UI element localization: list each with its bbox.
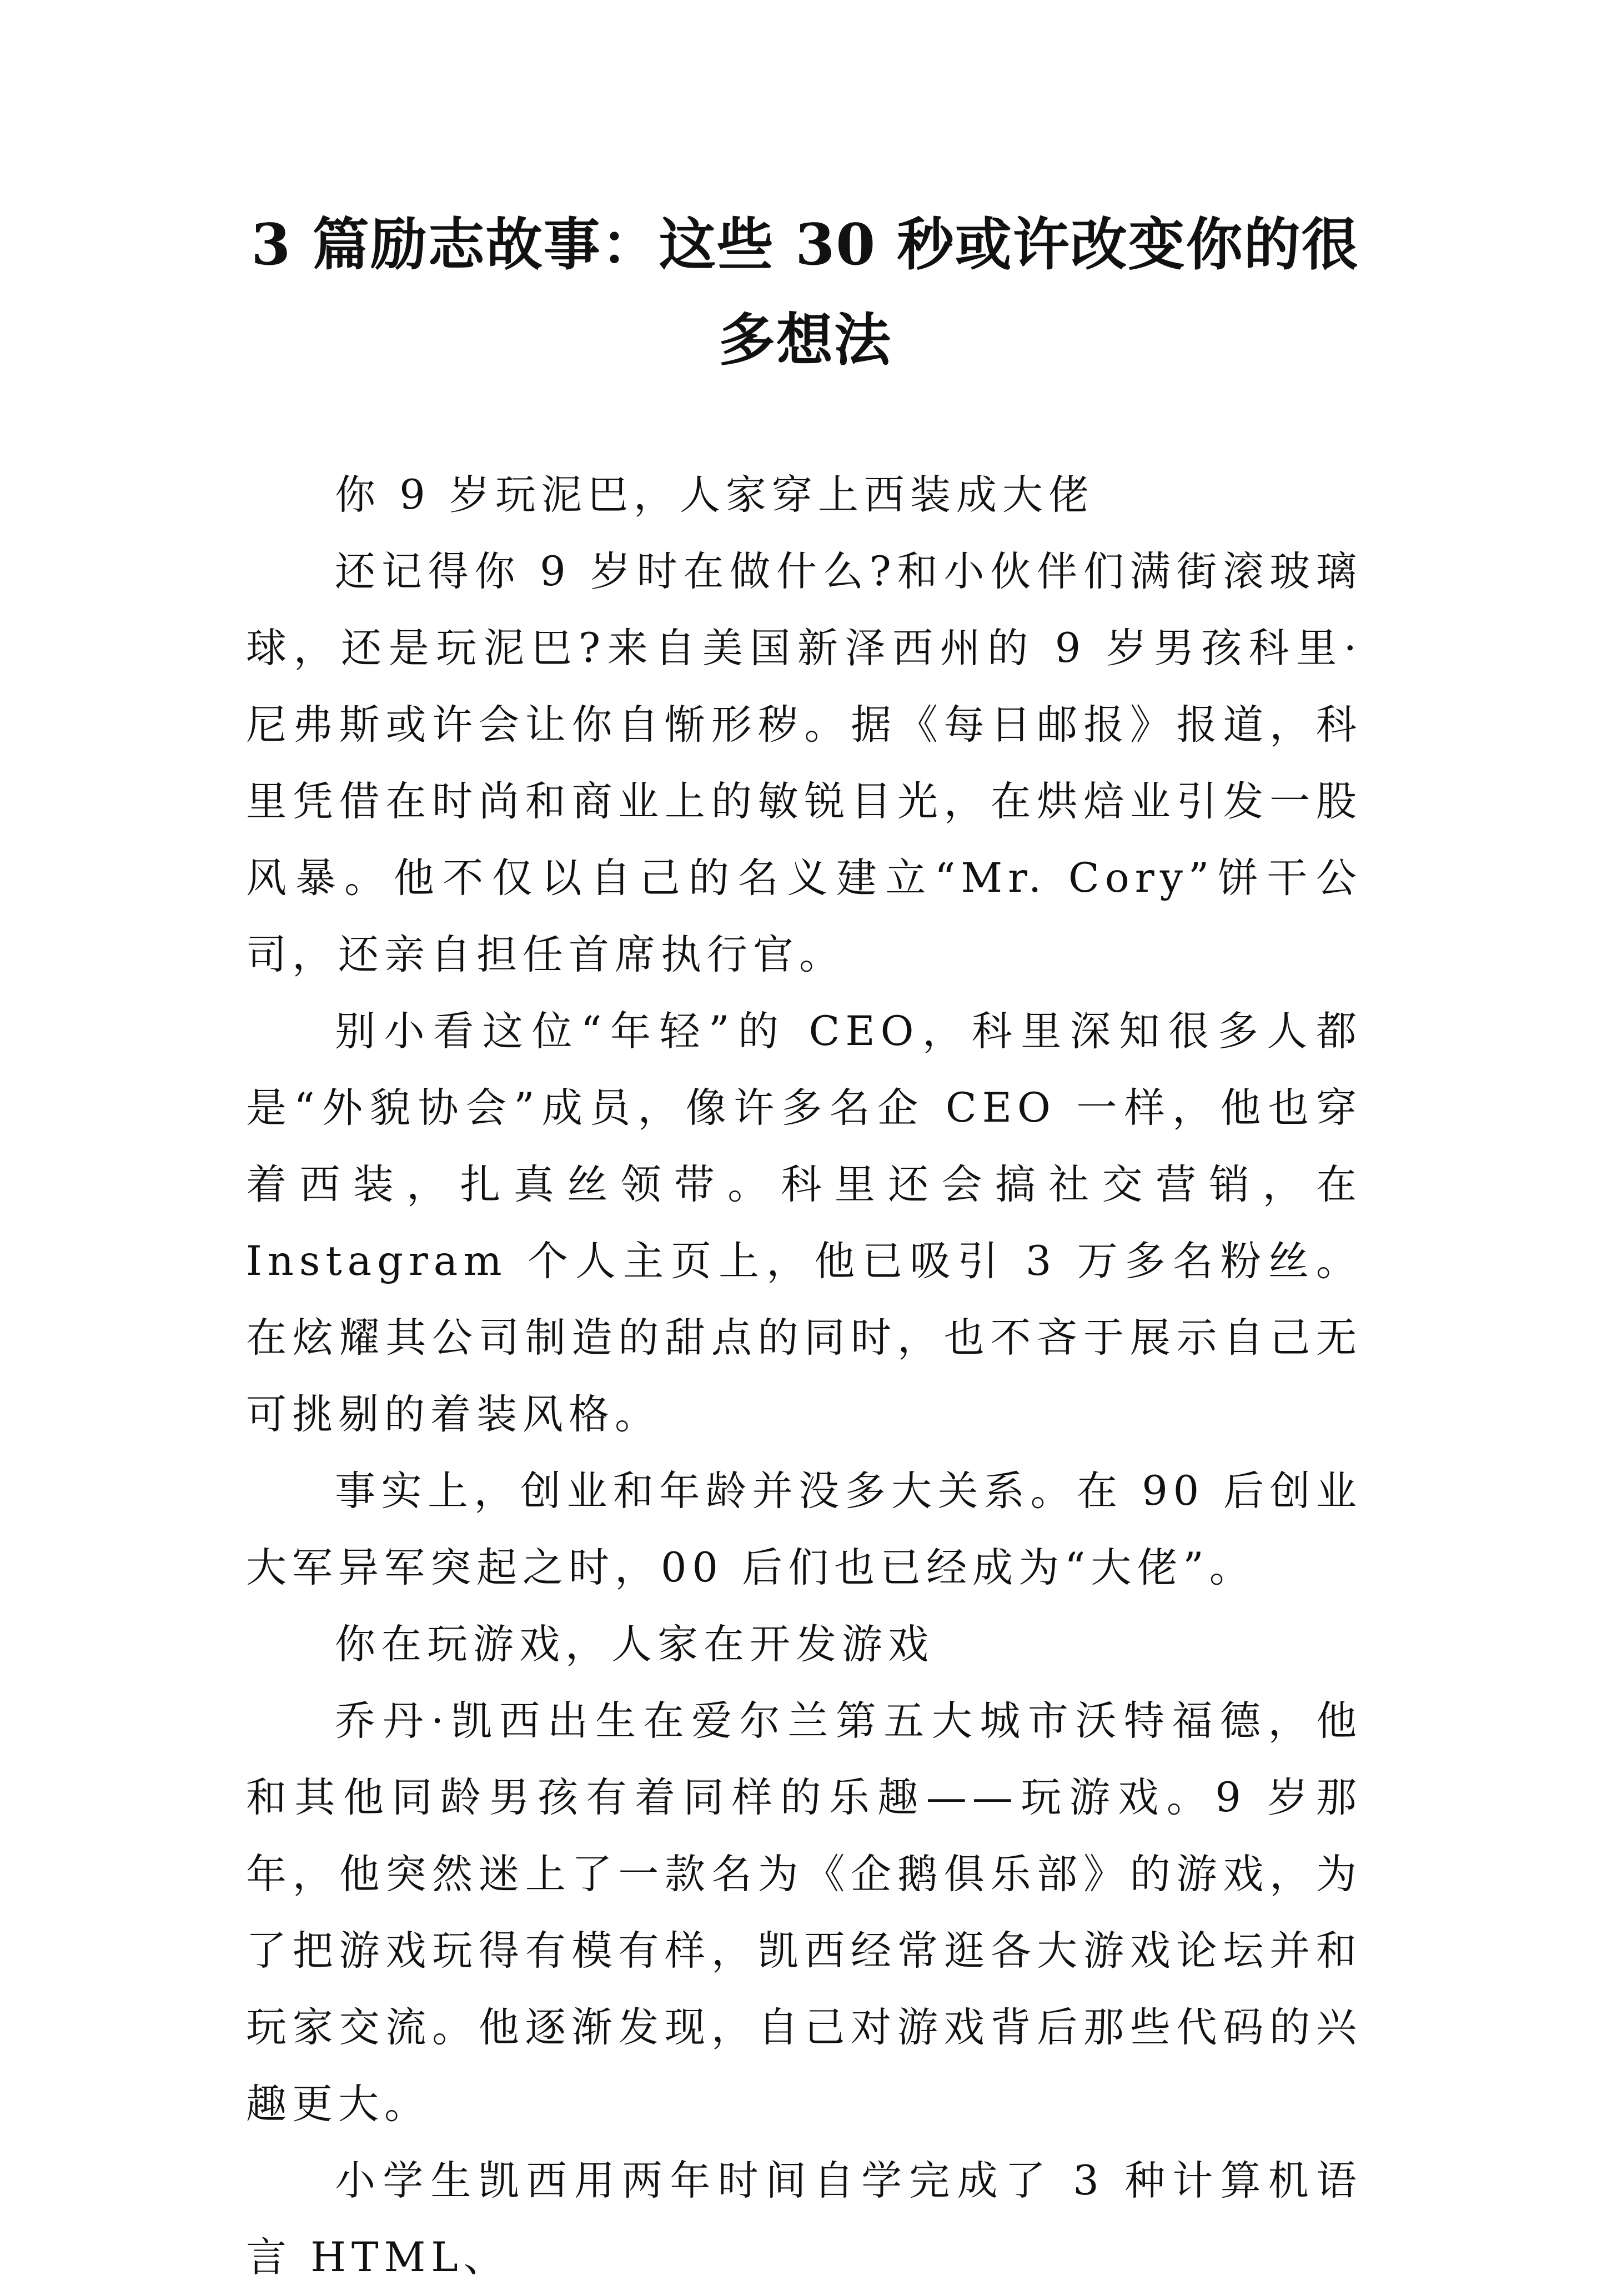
- document-body: [246, 457, 1362, 2296]
- paragraph-5: 小学生凯西用两年时间自学完成了 3 种计算机语言 HTML、: [246, 2157, 1362, 2281]
- paragraph-4: 乔丹·凯西出生在爱尔兰第五大城市沃特福德，他和其他同龄男孩有着同样的乐趣——玩游戏。9 岁那年，他突然迷上了一款名为《企鹅俱乐部》的游戏，为了把游戏玩得有模有样，凯西经常逛各大游戏论坛并和玩家交流。他逐渐发现，自己对游戏背后那些代码的兴趣更大。: [246, 1697, 1362, 2128]
- paragraph-1: 还记得你 9 岁时在做什么?和小伙伴们满街滚玻璃球，还是玩泥巴?来自美国新泽西州的 9 岁男孩科里·尼弗斯或许会让你自惭形秽。据《每日邮报》报道，科里凭借在时尚和商业上的敏锐目光，在烘焙业引发一股风暴。他不仅以自己的名义建立“Mr. Cory”饼干公司，还亲自担任首席执行官。: [246, 548, 1362, 978]
- paragraph-3: 事实上，创业和年龄并没多大关系。在 90 后创业大军异军突起之时，00 后们也已经成为“大佬”。: [246, 1468, 1362, 1591]
- paragraph-2: 别小看这位“年轻”的 CEO，科里深知很多人都是“外貌协会”成员，像许多名企 CEO 一样，他也穿着西装，扎真丝领带。科里还会搞社交营销，在 Instagram 个人主页上，他已吸引 3 万多名粉丝。在炫耀其公司制造的甜点的同时，也不吝于展示自己无可挑剔的着装风格。: [246, 1008, 1362, 1438]
- section-heading-2: 你在玩游戏，人家在开发游戏: [335, 1621, 934, 1668]
- document-title: 3 篇励志故事：这些 30 秒或许改变你的很多想法: [251, 212, 1359, 374]
- section-heading-1: 你 9 岁玩泥巴，人家穿上西装成大佬: [335, 471, 1094, 519]
